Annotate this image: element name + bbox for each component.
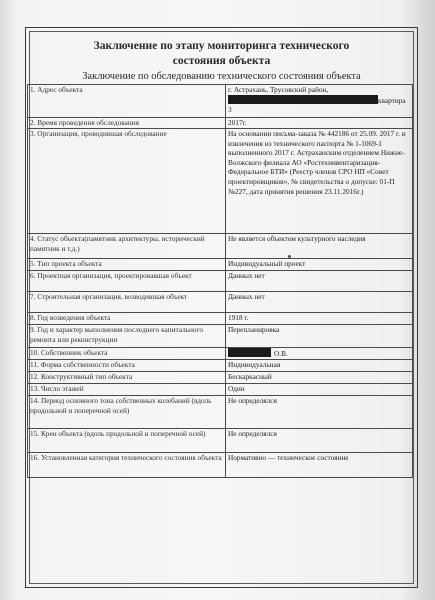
ink-dot: [288, 255, 291, 258]
table-row: [28, 372, 413, 384]
table-row: [28, 234, 413, 259]
row-label: 11. Форма собственности объекта: [28, 360, 226, 372]
table-row: [28, 85, 413, 118]
table-row: [28, 453, 413, 478]
owner-initials: О.В.: [274, 349, 288, 358]
row-label: 7. Строительная организация, возводившая объект: [28, 292, 226, 313]
row-value: Один: [226, 384, 413, 396]
row-value: 2017г.: [226, 118, 413, 129]
row-label: 15. Крен объекта (вдоль продольной и поперечной осей): [28, 429, 226, 453]
row-label: 12. Конструктивный тип объекта: [28, 372, 226, 384]
inspection-table: [27, 84, 413, 478]
row-label: 10. Собственник объекта: [28, 348, 226, 360]
row-label: 16. Установленная категория технического состояния объекта: [28, 453, 226, 478]
row-value: Не является объектом культурного наследия: [226, 234, 413, 259]
row-value: [226, 348, 413, 360]
row-label: 1. Адрес объекта: [28, 85, 226, 118]
redaction-bar: [228, 95, 378, 104]
row-value: Данных нет: [226, 292, 413, 313]
row-label: 2. Время проведения обследования: [28, 118, 226, 129]
row-value: Не определялся: [226, 396, 413, 429]
redaction-bar: [228, 348, 271, 357]
row-value: Перепланировка: [226, 325, 413, 348]
table-row: [28, 325, 413, 348]
table-row: [28, 129, 413, 234]
row-value: Данных нет: [226, 271, 413, 292]
document-title-line2: состояния объекта: [172, 54, 271, 67]
table-row: [28, 259, 413, 271]
row-label: 3. Организация, проводившая обследование: [28, 129, 226, 234]
table-row: [28, 360, 413, 372]
table-row: [28, 348, 413, 360]
row-label: 5. Тип проекта объекта: [28, 259, 226, 271]
row-value: Индивидуальная: [226, 360, 413, 372]
table-row: [28, 384, 413, 396]
table-row: [28, 313, 413, 325]
table-row: [28, 396, 413, 429]
row-value: На основании письма-заказа № 442186 от 25.09. 2017 г. и извлечения из технического паспорта № 1-1069-1 выполненного 2017 г. Астраханским отделением Нижне-Волжского филиала АО «Ростехинвентаризация-Федеральное БТИ» (Реестр членов СРО НП «Совет проектировщиков», № свидетельства о допуске: 01-П №227, дата принятия решения 23.11.2016г.): [226, 129, 413, 234]
address-apartment: квартира 3: [228, 95, 406, 115]
row-value: Нормативно — техническое состояние: [226, 453, 413, 478]
document-title-line1: Заключение по этапу мониторинга технического: [93, 39, 350, 52]
row-label: 4. Статус объекта(памятник архитектуры, исторический памятник и т.д.): [28, 234, 226, 259]
table-row: [28, 292, 413, 313]
document-subtitle: Заключение по обследованию технического состояния объекта: [82, 71, 361, 82]
row-value: [226, 85, 413, 118]
row-label: 13. Число этажей: [28, 384, 226, 396]
row-label: 8. Год возведения объекта: [28, 313, 226, 325]
row-value: Индивидуальный проект: [226, 259, 413, 271]
table-row: [28, 271, 413, 292]
table-row: [28, 429, 413, 453]
address-text: г. Астрахань, Трусовский район,: [228, 85, 329, 94]
row-label: 9. Год и характер выполнения последнего капитального ремонта или реконструкции: [28, 325, 226, 348]
row-label: 6. Проектная организация, проектировавшая объект: [28, 271, 226, 292]
document-title: [30, 38, 413, 68]
row-value: 1918 г.: [226, 313, 413, 325]
row-value: Бескаркасный: [226, 372, 413, 384]
row-value: Не определялся: [226, 429, 413, 453]
row-label: 14. Период основного тона собственных колебаний (вдоль продольной и поперечной осей): [28, 396, 226, 429]
table-row: [28, 118, 413, 129]
